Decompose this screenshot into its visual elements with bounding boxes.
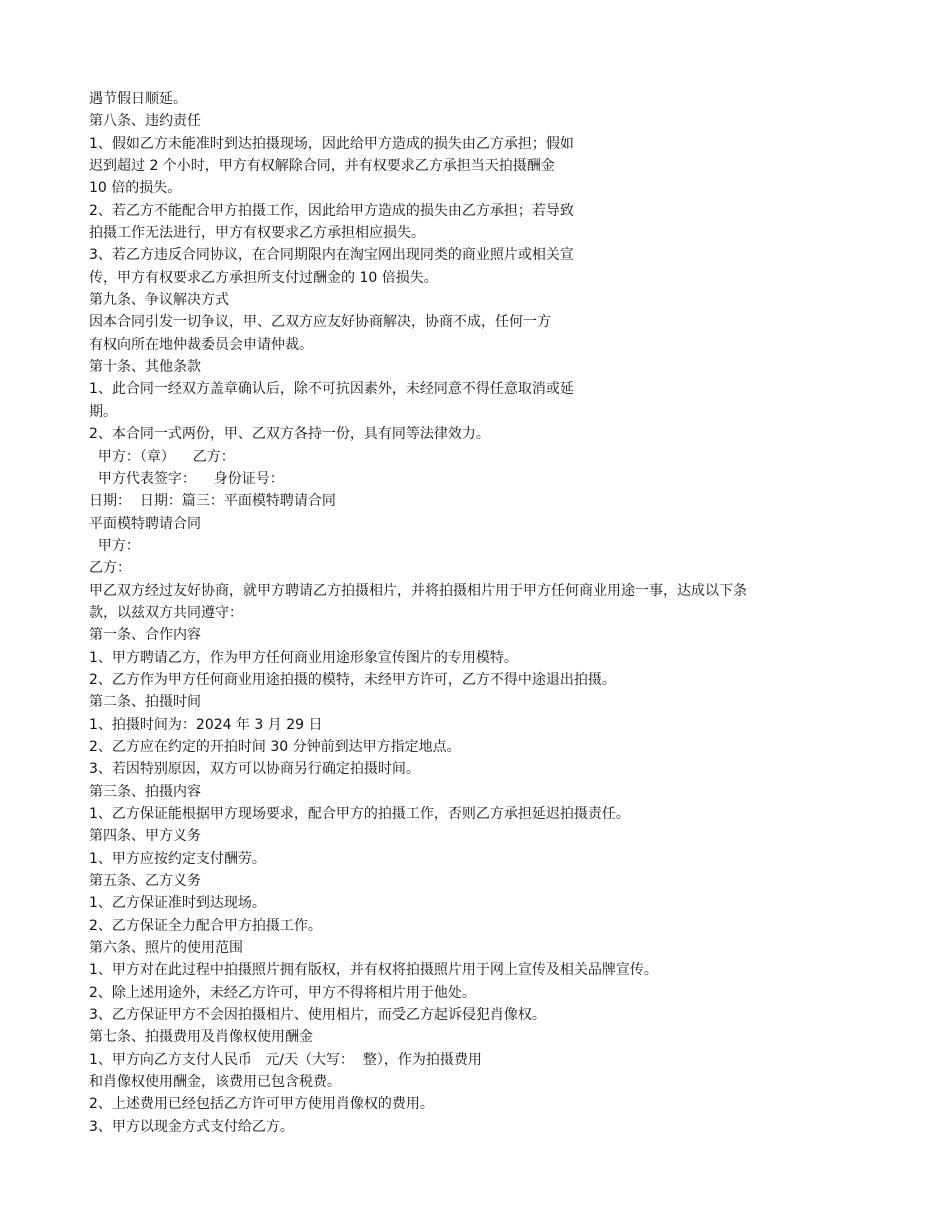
date-line: 日期： 日期：篇三：平面模特聘请合同	[89, 493, 336, 510]
text-line: 2、若乙方不能配合甲方拍摄工作，因此给甲方造成的损失由乙方承担；若导致	[89, 202, 574, 219]
signature-line: 甲方：（章） 乙方：	[89, 448, 235, 465]
text-line: 和肖像权使用酬金，该费用已包含税费。	[89, 1074, 341, 1091]
text-line: 1、乙方保证准时到达现场。	[89, 895, 266, 912]
text-line: 遇节假日顺延。	[89, 91, 187, 107]
text-line: 传，甲方有权要求乙方承担所支付过酬金的 10 倍损失。	[89, 269, 438, 286]
text-line: 款，以兹双方共同遵守：	[89, 604, 243, 621]
text-line: 2、乙方作为甲方任何商业用途拍摄的模特，未经甲方许可，乙方不得中途退出拍摄。	[89, 671, 616, 688]
party-a-line: 甲方：	[89, 537, 140, 554]
text-line: 1、假如乙方未能准时到达拍摄现场，因此给甲方造成的损失由乙方承担；假如	[89, 135, 574, 152]
text-line: 2、乙方应在约定的开拍时间 30 分钟前到达甲方指定地点。	[89, 738, 461, 755]
text-line: 1、甲方对在此过程中拍摄照片拥有版权，并有权将拍摄照片用于网上宣传及相关品牌宣传。	[89, 962, 658, 979]
text-line: 2、本合同一式两份，甲、乙双方各持一份，具有同等法律效力。	[89, 426, 490, 443]
text-line: 1、甲方应按约定支付酬劳。	[89, 850, 266, 867]
text-line: 1、乙方保证能根据甲方现场要求，配合甲方的拍摄工作，否则乙方承担延迟拍摄责任。	[89, 806, 630, 822]
section-heading-7: 第七条、拍摄费用及肖像权使用酬金	[89, 1029, 313, 1046]
text-line: 1、拍摄时间为：2024 年 3 月 29 日	[89, 716, 323, 733]
text-line: 拍摄工作无法进行，甲方有权要求乙方承担相应损失。	[89, 225, 425, 242]
section-heading-2: 第二条、拍摄时间	[89, 694, 201, 711]
text-line: 10 倍的损失。	[89, 180, 182, 197]
text-line: 有权向所在地仲裁委员会申请仲裁。	[89, 336, 313, 353]
text-line: 1、甲方聘请乙方，作为甲方任何商业用途形象宣传图片的专用模特。	[89, 649, 518, 666]
section-heading-10: 第十条、其他条款	[89, 359, 201, 376]
text-line: 2、乙方保证全力配合甲方拍摄工作。	[89, 917, 322, 934]
section-heading-5: 第五条、乙方义务	[89, 873, 201, 890]
text-line: 2、上述费用已经包括乙方许可甲方使用肖像权的费用。	[89, 1096, 434, 1113]
text-line: 期。	[89, 403, 117, 420]
text-line: 3、乙方保证甲方不会因拍摄相片、使用相片，而受乙方起诉侵犯肖像权。	[89, 1007, 546, 1024]
text-line: 3、若因特别原因，双方可以协商另行确定拍摄时间。	[89, 761, 420, 778]
section-heading-8: 第八条、违约责任	[89, 113, 201, 130]
text-line: 2、除上述用途外，未经乙方许可，甲方不得将相片用于他处。	[89, 984, 476, 1001]
party-b-line: 乙方：	[89, 560, 131, 577]
document-body	[89, 88, 879, 1138]
text-line: 3、甲方以现金方式支付给乙方。	[89, 1118, 294, 1135]
text-line: 迟到超过 2 个小时，甲方有权解除合同，并有权要求乙方承担当天拍摄酬金	[89, 158, 555, 175]
text-line: 甲乙双方经过友好协商，就甲方聘请乙方拍摄相片，并将拍摄相片用于甲方任何商业用途一事，达成以下条	[89, 582, 747, 599]
section-heading-1: 第一条、合作内容	[89, 627, 201, 644]
text-line: 3、若乙方违反合同协议，在合同期限内在淘宝网出现同类的商业照片或相关宣	[89, 247, 574, 264]
text-line: 1、甲方向乙方支付人民币 元/天（大写： 整），作为拍摄费用	[89, 1051, 482, 1068]
text-line: 因本合同引发一切争议，甲、乙双方应友好协商解决，协商不成，任何一方	[89, 314, 551, 331]
section-heading-9: 第九条、争议解决方式	[89, 292, 229, 309]
section-heading-6: 第六条、照片的使用范围	[89, 940, 243, 957]
text-line: 1、此合同一经双方盖章确认后，除不可抗因素外，未经同意不得任意取消或延	[89, 381, 574, 398]
section-heading-4: 第四条、甲方义务	[89, 828, 201, 845]
section-heading-3: 第三条、拍摄内容	[89, 783, 201, 800]
contract-title: 平面模特聘请合同	[89, 515, 201, 532]
signature-line: 甲方代表签字： 身份证号：	[89, 470, 284, 487]
